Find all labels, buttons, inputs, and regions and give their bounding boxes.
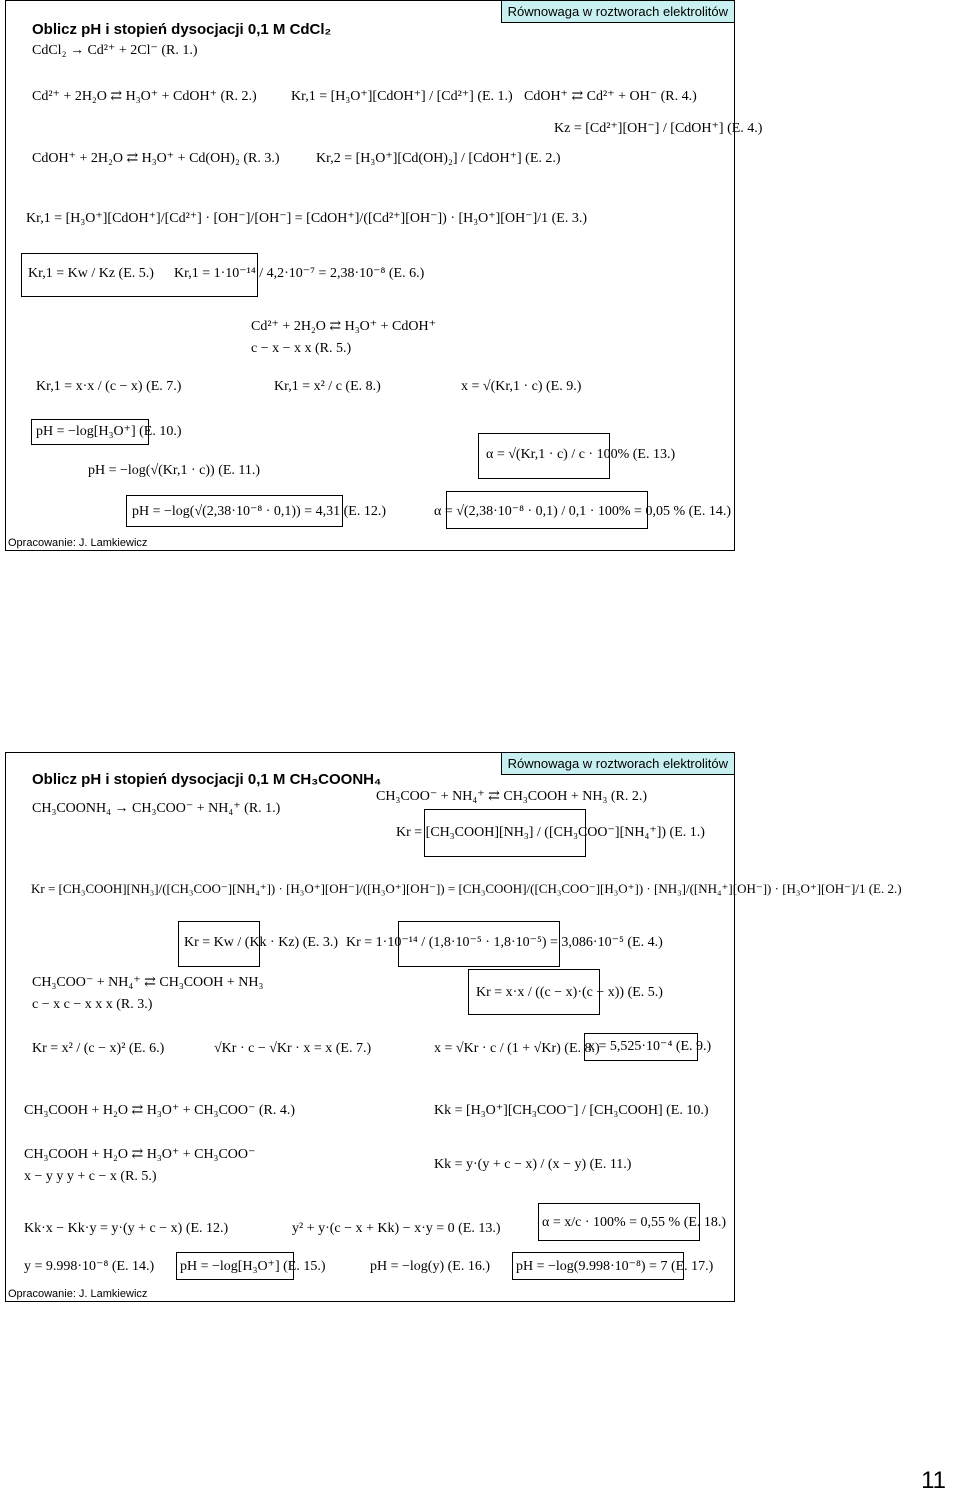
equation-e12: Kk·x − Kk·y = y·(y + c − x) (E. 12.) — [24, 1221, 229, 1236]
slide-header-tag: Równowaga w roztworach elektrolitów — [501, 753, 734, 775]
equation-e10: pH = −log[H₃O⁺] (E. 10.) — [36, 424, 182, 439]
equation-e12: pH = −log(√(2,38·10⁻⁸ · 0,1)) = 4,31 (E. 12.) — [132, 504, 386, 519]
equation-e5: Kr,1 = Kw / Kz (E. 5.) — [28, 266, 154, 281]
reaction-r4: CdOH⁺ ⇄ Cd²⁺ + OH⁻ (R. 4.) — [524, 89, 697, 104]
reaction-r3-amounts: c − x c − x x x (R. 3.) — [32, 997, 153, 1012]
equation-e14: y = 9.998·10⁻⁸ (E. 14.) — [24, 1259, 155, 1274]
equation-e4: Kz = [Cd²⁺][OH⁻] / [CdOH⁺] (E. 4.) — [554, 121, 763, 136]
equation-e13: α = √(Kr,1 · c) / c · 100% (E. 13.) — [486, 447, 676, 462]
slide-header-tag: Równowaga w roztworach elektrolitów — [501, 1, 734, 23]
equation-e1: Kr = [CH₃COOH][NH₃] / ([CH₃COO⁻][NH₄⁺]) (E. 1.) — [396, 825, 705, 840]
equation-e2: Kr,2 = [H₃O⁺][Cd(OH)₂] / [CdOH⁺] (E. 2.) — [316, 151, 561, 166]
reaction-r5-species: CH₃COOH + H₂O ⇄ H₃O⁺ + CH₃COO⁻ — [24, 1147, 256, 1162]
equation-e14: α = √(2,38·10⁻⁸ · 0,1) / 0,1 · 100% = 0,05 % (E. 14.) — [434, 504, 731, 519]
equation-e2: Kr = [CH₃COOH][NH₃]/([CH₃COO⁻][NH₄⁺]) · [H₃O⁺][OH⁻]/([H₃O⁺][OH⁻]) = [CH₃COOH]/([CH₃COO⁻][H₃O⁺]) · [NH₃]/([NH₄⁺][OH⁻]) · [H₃O⁺][OH⁻]/1 (E. 2.) — [31, 881, 902, 896]
equation-e6: Kr,1 = 1·10⁻¹⁴ / 4,2·10⁻⁷ = 2,38·10⁻⁸ (E. 6.) — [174, 266, 425, 281]
equation-e15: pH = −log[H₃O⁺] (E. 15.) — [180, 1259, 326, 1274]
equation-e6: Kr = x² / (c − x)² (E. 6.) — [32, 1041, 165, 1056]
equation-e3: Kr = Kw / (Kk · Kz) (E. 3.) — [184, 935, 339, 950]
reaction-r2: CH₃COO⁻ + NH₄⁺ ⇄ CH₃COOH + NH₃ (R. 2.) — [376, 789, 648, 804]
equation-e9: x = √(Kr,1 · c) (E. 9.) — [461, 379, 582, 394]
reaction-r3-species: CH₃COO⁻ + NH₄⁺ ⇄ CH₃COOH + NH₃ — [32, 975, 264, 990]
reaction-r5-amounts: c − x − x x (R. 5.) — [251, 341, 352, 356]
equation-e7: √Kr · c − √Kr · x = x (E. 7.) — [214, 1041, 372, 1056]
credit: Opracowanie: J. Lamkiewicz — [8, 537, 148, 549]
equation-e3: Kr,1 = [H₃O⁺][CdOH⁺]/[Cd²⁺] · [OH⁻]/[OH⁻] = [CdOH⁺]/([Cd²⁺][OH⁻]) · [H₃O⁺][OH⁻]/1 (E. 3.) — [26, 211, 587, 226]
reaction-r2: Cd²⁺ + 2H₂O ⇄ H₃O⁺ + CdOH⁺ (R. 2.) — [32, 89, 257, 104]
equation-e4: Kr = 1·10⁻¹⁴ / (1,8·10⁻⁵ · 1,8·10⁻⁵) = 3,086·10⁻⁵ (E. 4.) — [346, 935, 663, 950]
equation-e5: Kr = x·x / ((c − x)·(c − x)) (E. 5.) — [476, 985, 663, 1000]
equation-e11: Kk = y·(y + c − x) / (x − y) (E. 11.) — [434, 1157, 632, 1172]
equation-e13: y² + y·(c − x + Kk) − x·y = 0 (E. 13.) — [292, 1221, 501, 1236]
equation-e11: pH = −log(√(Kr,1 · c)) (E. 11.) — [88, 463, 261, 478]
slide-cdcl2 — [5, 0, 763, 551]
reaction-r5-amounts: x − y y y + c − x (R. 5.) — [24, 1169, 157, 1184]
slide-ch3coonh4 — [5, 752, 902, 1302]
equation-e18: α = x/c · 100% = 0,55 % (E. 18.) — [542, 1215, 727, 1230]
reaction-r1: CdCl₂ → Cd²⁺ + 2Cl⁻ (R. 1.) — [32, 43, 198, 58]
equation-e9: x = 5,525·10⁻⁴ (E. 9.) — [588, 1039, 712, 1054]
credit: Opracowanie: J. Lamkiewicz — [8, 1288, 148, 1300]
page-number: 11 — [921, 1467, 946, 1494]
equation-e17: pH = −log(9.998·10⁻⁸) = 7 (E. 17.) — [516, 1259, 714, 1274]
equation-e16: pH = −log(y) (E. 16.) — [370, 1259, 490, 1274]
reaction-r3: CdOH⁺ + 2H₂O ⇄ H₃O⁺ + Cd(OH)₂ (R. 3.) — [32, 151, 280, 166]
slide-title: Oblicz pH i stopień dysocjacji 0,1 M CH₃COONH₄ — [32, 771, 382, 788]
equation-e8: x = √Kr · c / (1 + √Kr) (E. 8.) — [434, 1041, 600, 1056]
slide-title: Oblicz pH i stopień dysocjacji 0,1 M CdCl₂ — [32, 21, 332, 38]
reaction-r1: CH₃COONH₄ → CH₃COO⁻ + NH₄⁺ (R. 1.) — [32, 801, 281, 816]
equation-e10: Kk = [H₃O⁺][CH₃COO⁻] / [CH₃COOH] (E. 10.) — [434, 1103, 709, 1118]
equation-e1: Kr,1 = [H₃O⁺][CdOH⁺] / [Cd²⁺] (E. 1.) — [291, 89, 513, 104]
equation-e8: Kr,1 = x² / c (E. 8.) — [274, 379, 381, 394]
reaction-r4: CH₃COOH + H₂O ⇄ H₃O⁺ + CH₃COO⁻ (R. 4.) — [24, 1103, 296, 1118]
equation-e7: Kr,1 = x·x / (c − x) (E. 7.) — [36, 379, 182, 394]
reaction-r5-species: Cd²⁺ + 2H₂O ⇄ H₃O⁺ + CdOH⁺ — [251, 319, 436, 334]
